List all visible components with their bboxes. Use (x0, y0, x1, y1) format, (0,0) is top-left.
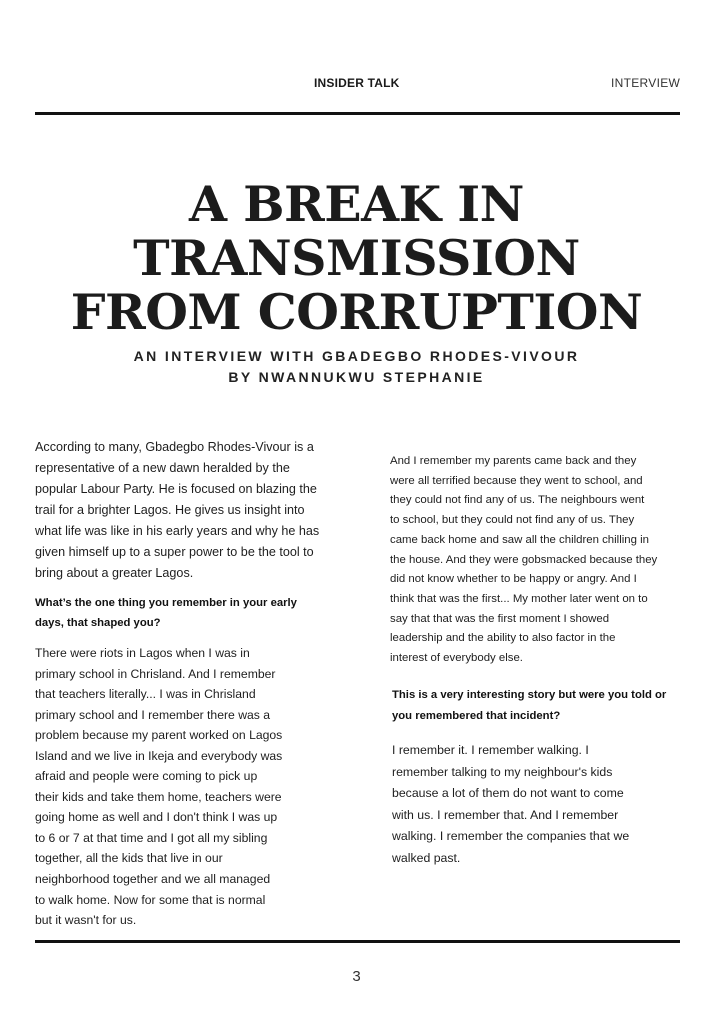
top-divider (35, 112, 680, 115)
text-line: primary school and I remember there was a (35, 707, 271, 722)
question-2-lines (392, 685, 666, 727)
text-line: say that that was the first moment I showed (390, 612, 610, 625)
text-line: their kids and take them home, teachers were (35, 789, 282, 804)
text-line: days, that shaped you? (35, 617, 161, 629)
text-line: what life was like in his early years and why he has (35, 524, 320, 538)
text-line: And I remember my parents came back and they (390, 455, 637, 467)
answer-2 (392, 740, 629, 869)
text-line: walking. I remember the companies that we (392, 829, 630, 843)
text-line: leadership and the ability to also factor in the (390, 632, 616, 645)
text-line: think that was the first... My mother later went on to (390, 592, 648, 605)
intro-lines (35, 437, 319, 584)
question-1 (35, 593, 297, 633)
text-line: because a lot of them do not want to come (392, 786, 624, 800)
answer-1 (35, 643, 282, 931)
text-line: interest of everybody else. (390, 652, 523, 665)
text-line: neighborhood together and we all managed (35, 872, 271, 887)
intro-paragraph (35, 437, 319, 584)
text-line: came back home and saw all the children chilling in (390, 533, 649, 546)
text-line: they could not find any of us. The neighbours went (390, 494, 645, 507)
title-line: TRANSMISSION (133, 229, 580, 287)
question-1-lines (35, 593, 297, 633)
text-line: trail for a brighter Lagos. He gives us insight into (35, 503, 305, 517)
text-line: going home as well and I don't think I was up (35, 810, 278, 825)
section-label: INSIDER TALK (314, 76, 400, 90)
answer-1-lines (35, 643, 282, 931)
text-line: did not know whether to be happy or angry. And I (390, 573, 637, 586)
text-line: bring about a greater Lagos. (35, 566, 194, 580)
text-line: to 6 or 7 at that time and I got all my sibling (35, 830, 268, 845)
text-line: together, all the kids that live in our (35, 851, 223, 866)
question-2 (392, 685, 666, 727)
category-label: INTERVIEW (611, 76, 681, 90)
answer-1-continued-lines (390, 452, 657, 669)
text-line: with us. I remember that. And I remember (392, 807, 619, 822)
text-line: remember talking to my neighbour's kids (392, 764, 613, 779)
text-line: given himself up to a super power to be the tool to (35, 545, 314, 559)
text-line: According to many, Gbadegbo Rhodes-Vivour is a (35, 440, 314, 454)
text-line: There were riots in Lagos when I was in (35, 646, 250, 660)
answer-1-continued (390, 452, 657, 669)
text-line: popular Labour Party. He is focused on blazing the (35, 482, 317, 496)
text-line: Island and we live in Ikeja and everybody was (35, 748, 283, 763)
text-line: the house. And they were gobsmacked because they (390, 553, 658, 566)
text-line: walked past. (392, 850, 461, 865)
text-line: that teachers literally... I was in Chrisland (35, 687, 256, 702)
text-line: primary school in Chrisland. And I remember (35, 666, 276, 681)
text-line: This is a very interesting story but were you told or (392, 689, 667, 701)
text-line: What’s the one thing you remember in your early (35, 597, 297, 609)
title-line: FROM CORRUPTION (70, 283, 643, 341)
title-line: A BREAK IN (189, 175, 524, 233)
bottom-divider (35, 940, 680, 943)
subtitle-line: BY NWANNUKWU STEPHANIE (228, 369, 485, 385)
text-line: were all terrified because they went to school, and (390, 474, 643, 487)
text-line: but it wasn't for us. (35, 913, 137, 928)
text-line: you remembered that incident? (392, 710, 561, 722)
text-line: to school, but they could not find any of us. They (390, 514, 635, 527)
page-number: 3 (352, 968, 361, 985)
answer-2-lines (392, 740, 629, 869)
text-line: to walk home. Now for some that is normal (35, 892, 266, 907)
text-line: I remember it. I remember walking. I (392, 743, 589, 757)
text-line: afraid and people were coming to pick up (35, 769, 258, 784)
text-line: representative of a new dawn heralded by the (35, 461, 290, 475)
subtitle-line: AN INTERVIEW WITH GBADEGBO RHODES-VIVOUR (133, 348, 580, 364)
text-line: problem because my parent worked on Lagos (35, 728, 283, 743)
